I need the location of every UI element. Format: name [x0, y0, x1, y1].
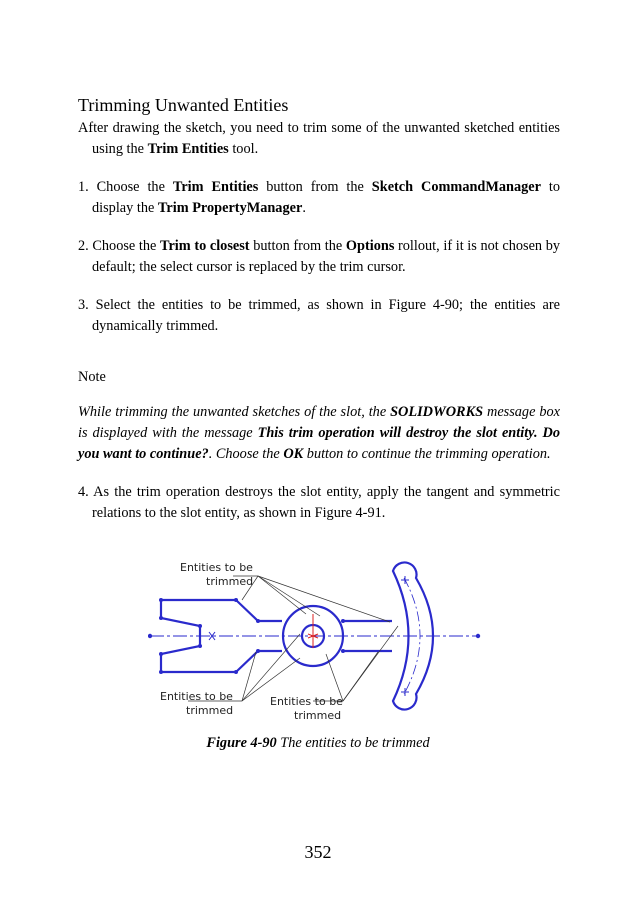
step-4: 4. As the trim operation destroys the slot entity, apply the tangent and symmetric relations to the slot entity, as shown in Figure 4-91.	[78, 484, 560, 521]
page-number: 352	[304, 842, 332, 862]
step-3: 3. Select the entities to be trimmed, as shown in Figure 4-90; the entities are dynamically trimmed.	[78, 297, 560, 334]
note-body: While trimming the unwanted sketches of the slot, the SOLIDWORKS message box is displayed with the message This trim operation will destroy the slot entity. Do you want to continue?. Choose the OK button to continue the trimming operation.	[78, 404, 560, 462]
page-body	[78, 94, 560, 524]
label-bottom-mid-line1: Entities to be	[270, 695, 343, 708]
intro-paragraph: After drawing the sketch, you need to trim some of the unwanted sketched entities using the Trim Entities tool.	[78, 120, 560, 157]
step-1: 1. Choose the Trim Entities button from the Sketch CommandManager to display the Trim PropertyManager.	[78, 179, 560, 216]
leader-lines	[188, 576, 398, 701]
label-top-line2: trimmed	[206, 575, 254, 588]
step-2: 2. Choose the Trim to closest button from the Options rollout, if it is not chosen by default; the select cursor is replaced by the trim cursor.	[78, 238, 561, 275]
label-top-line1: Entities to be	[180, 561, 253, 574]
center-mark-icon	[308, 614, 318, 648]
label-bottom-left-line2: trimmed	[186, 704, 234, 717]
section-heading: Trimming Unwanted Entities	[78, 95, 289, 115]
figure-4-90	[148, 556, 488, 728]
label-bottom-left-line1: Entities to be	[160, 690, 233, 703]
note-title: Note	[78, 369, 106, 385]
figure-caption: Figure 4-90 The entities to be trimmed	[206, 735, 430, 751]
label-bottom-mid-line2: trimmed	[294, 709, 342, 722]
